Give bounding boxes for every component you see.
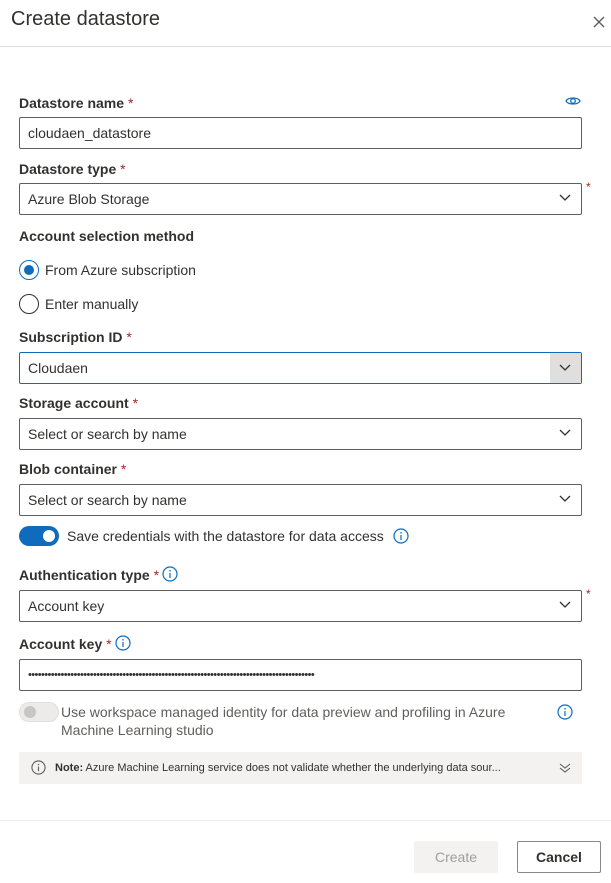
datastore-name-label [19,95,133,111]
cancel-button[interactable]: Cancel [517,841,601,873]
blob-container-dropdown[interactable] [19,484,582,516]
required-marker: * [120,461,127,477]
info-icon[interactable] [162,566,178,582]
datastore-type-label-text: Datastore type [19,161,117,177]
blob-container-label-text: Blob container [19,461,118,477]
datastore-name-input[interactable]: cloudaen_datastore [19,117,582,149]
storage-account-label-text: Storage account [19,395,129,411]
radio-from-azure-subscription-label[interactable]: From Azure subscription [45,262,196,278]
subscription-id-dropdown[interactable] [19,352,582,384]
required-marker: * [586,587,591,601]
footer-divider [0,820,611,821]
info-icon[interactable] [393,528,409,544]
required-marker: * [132,395,139,411]
managed-identity-label-line2: Machine Learning studio [61,722,214,738]
datastore-type-dropdown[interactable] [19,183,582,215]
info-icon [31,760,46,775]
create-button[interactable]: Create [414,841,498,873]
storage-account-label [19,395,138,411]
dialog-header [0,0,611,47]
required-marker: * [120,161,126,177]
radio-enter-manually-label[interactable]: Enter manually [45,296,139,312]
blob-container-label [19,461,126,477]
authentication-type-label-text: Authentication type [19,567,150,583]
authentication-type-dropdown[interactable] [19,590,582,622]
required-marker: * [127,95,134,111]
authentication-type-label [19,567,159,583]
save-credentials-label: Save credentials with the datastore for data access [67,528,384,544]
account-selection-label: Account selection method [19,228,195,244]
info-icon[interactable] [115,635,131,651]
datastore-name-label-text: Datastore name [19,95,125,111]
note-text [55,762,501,774]
chevron-down-icon [559,194,571,202]
subscription-id-label-text: Subscription ID [19,329,123,345]
managed-identity-label-line1: Use workspace managed identity for data preview and profiling in Azure [61,704,506,720]
datastore-type-label [19,161,126,177]
account-key-label-text: Account key [19,636,103,652]
note-bold-label: Note: [55,762,84,774]
radio-enter-manually[interactable] [19,294,39,314]
subscription-id-value: Cloudaen [28,360,88,376]
chevron-down-icon [559,601,571,609]
chevron-down-icon [559,429,571,437]
chevron-down-icon [559,364,571,372]
required-marker: * [586,180,591,194]
radio-from-azure-subscription[interactable] [19,260,39,280]
save-credentials-toggle[interactable] [19,526,59,546]
datastore-type-value: Azure Blob Storage [28,191,150,207]
info-icon[interactable] [557,704,573,720]
subscription-id-label [19,329,132,345]
storage-account-placeholder: Select or search by name [28,426,187,442]
storage-account-dropdown[interactable] [19,418,582,450]
close-icon[interactable] [590,13,608,31]
chevron-down-icon [559,495,571,503]
double-chevron-down-icon[interactable] [559,762,571,774]
managed-identity-toggle[interactable] [19,702,59,722]
note-bar[interactable] [19,752,582,784]
required-marker: * [153,567,160,583]
eye-icon[interactable] [565,94,581,108]
account-key-input[interactable]: •••••••••••••••••••••••••••••••••••••••••••••••••••••••••••••••••••••••••••••••••••••••• [19,659,582,691]
authentication-type-value: Account key [28,598,105,614]
required-marker: * [106,636,112,652]
dialog-title: Create datastore [11,8,160,30]
dropdown-button[interactable] [550,353,581,383]
required-marker: * [126,329,132,345]
blob-container-placeholder: Select or search by name [28,492,187,508]
account-key-label [19,636,112,652]
note-body: Azure Machine Learning service does not validate whether the underlying data sour... [83,762,501,774]
